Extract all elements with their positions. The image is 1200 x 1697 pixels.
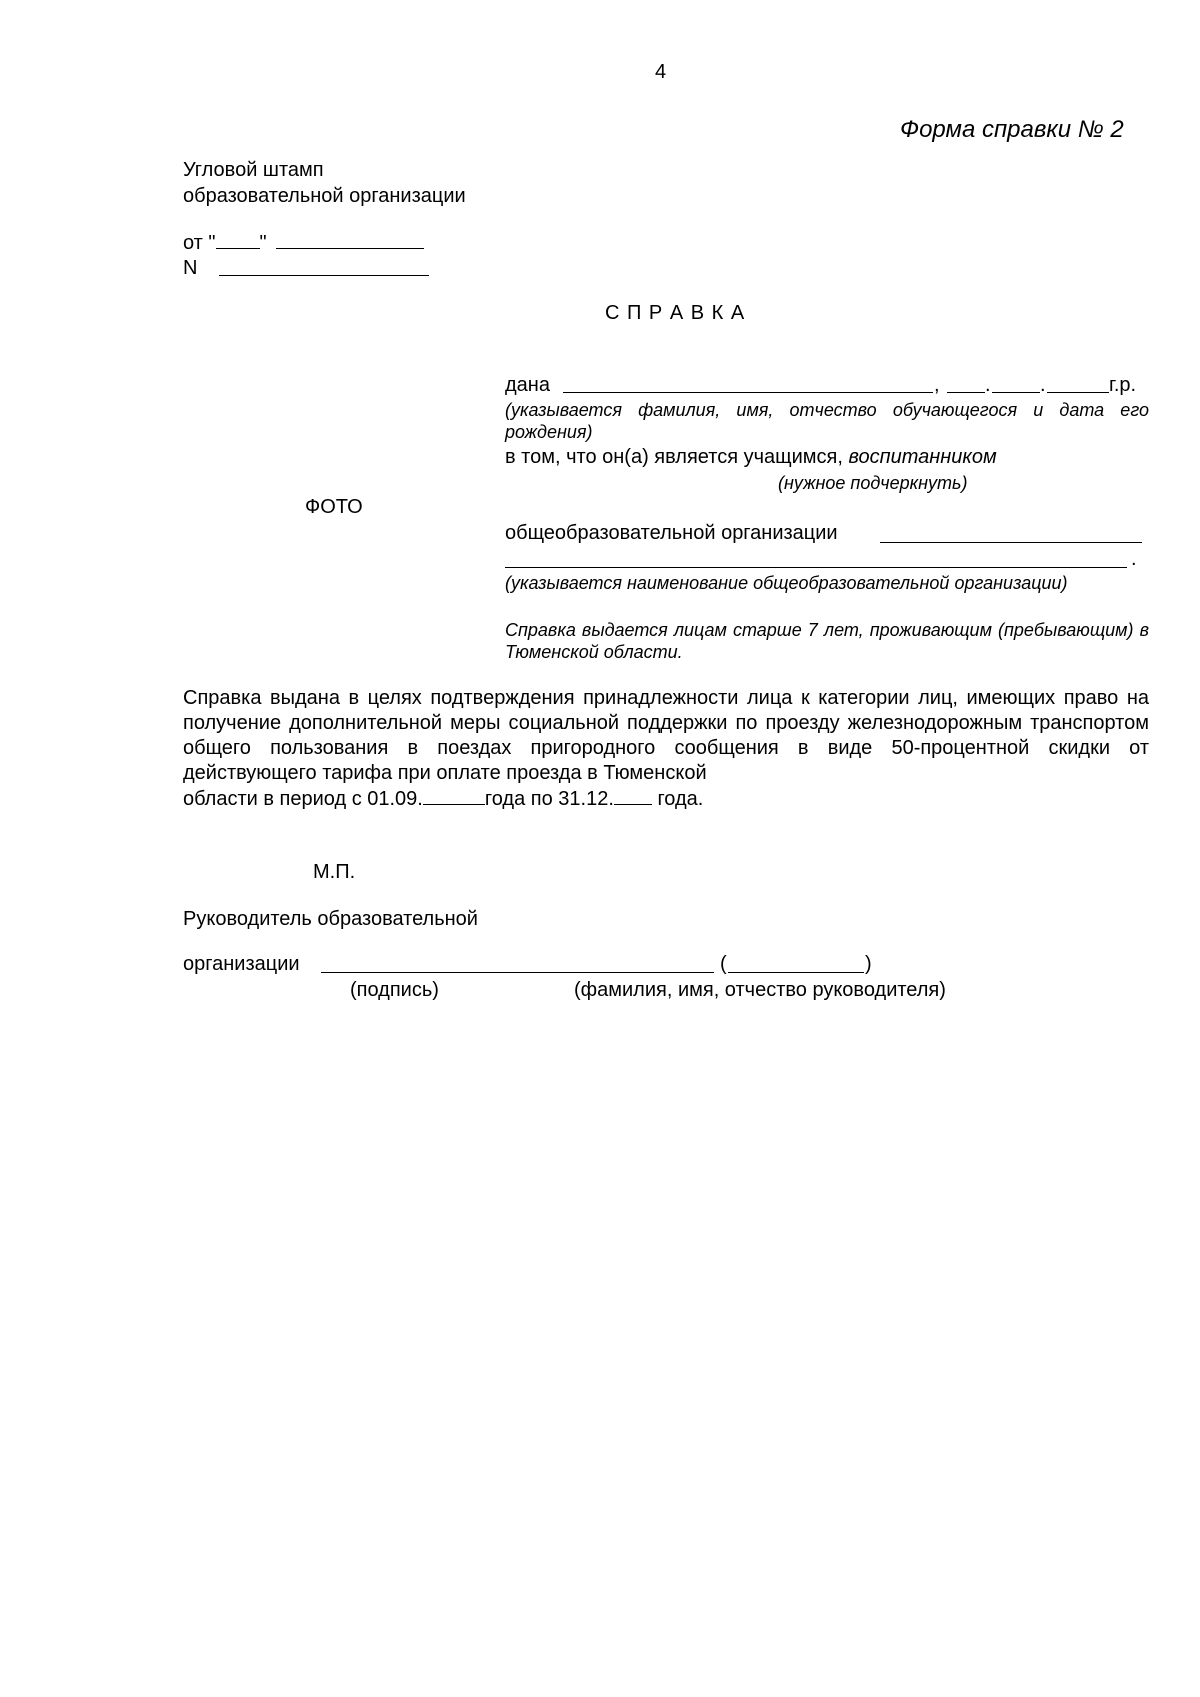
stamp-date-row <box>183 230 424 255</box>
main-paragraph: Справка выдана в целях подтверждения принадлежности лица к категории лиц, имеющих право на получение дополнительной меры социальной поддержки по проезду железнодорожным транспортом общего пользования в поездах пригородного сообщения в виде 50-процентной скидки от действующего тарифа при оплате проезда в Тюменской <box>183 687 1149 784</box>
document-title: С П Р А В К А <box>605 302 746 324</box>
birth-dot-2: . <box>1040 374 1046 396</box>
name-paren-open: ( <box>720 953 727 975</box>
period-mid-text: года по 31.12. <box>484 788 614 810</box>
date-quote-close: " <box>259 232 267 254</box>
student-name-field[interactable] <box>563 392 933 393</box>
birth-day-field[interactable] <box>947 392 985 393</box>
issued-to-comma: , <box>934 374 940 396</box>
birth-year-suffix: г.р. <box>1109 374 1137 396</box>
date-day-field[interactable] <box>216 230 260 249</box>
main-paragraph-last-line <box>183 786 703 811</box>
status-note: (нужное подчеркнуть) <box>778 473 968 493</box>
photo-label: ФОТО <box>305 496 363 518</box>
issued-to-note: (указывается фамилия, имя, отчество обучающегося и дата его рождения) <box>505 400 1149 442</box>
organization-label: общеобразовательной организации <box>505 522 838 544</box>
issued-to-label: дана <box>505 374 550 396</box>
date-prefix: от " <box>183 232 216 254</box>
page-number: 4 <box>655 61 667 83</box>
organization-period: . <box>1131 548 1137 570</box>
period-end-year-field[interactable] <box>614 786 652 805</box>
head-name-field[interactable] <box>728 972 864 973</box>
number-prefix: N <box>183 257 198 279</box>
head-label: Руководитель образовательной <box>183 908 478 930</box>
status-text: в том, что он(а) является учащимся, <box>505 446 849 468</box>
org-label: организации <box>183 953 300 975</box>
number-field[interactable] <box>219 275 429 276</box>
signature-field[interactable] <box>321 972 714 973</box>
birth-dot-1: . <box>985 374 991 396</box>
name-caption: (фамилия, имя, отчество руководителя) <box>574 979 946 1001</box>
period-start-year-field[interactable] <box>423 786 485 805</box>
birth-month-field[interactable] <box>992 392 1040 393</box>
organization-name-field-2[interactable] <box>505 567 1127 568</box>
stamp-line-1: Угловой штамп <box>183 159 324 181</box>
status-line <box>505 445 997 469</box>
period-end-text: года. <box>651 788 704 810</box>
stamp-line-2: образовательной организации <box>183 185 466 207</box>
date-month-year-field[interactable] <box>276 230 424 249</box>
stamp-number-row <box>183 256 197 280</box>
organization-name-field-1[interactable] <box>880 542 1142 543</box>
issuance-note: Справка выдается лицам старше 7 лет, проживающим (пребывающим) в Тюменской области. <box>505 620 1149 662</box>
signature-caption: (подпись) <box>350 979 439 1001</box>
birth-year-field[interactable] <box>1047 392 1109 393</box>
status-italic: воспитанником <box>848 446 997 468</box>
organization-note: (указывается наименование общеобразовательной организации) <box>505 573 1068 593</box>
seal-label: М.П. <box>313 861 356 883</box>
name-paren-close: ) <box>865 953 872 975</box>
period-start-text: области в период с 01.09. <box>183 788 423 810</box>
form-title: Форма справки № 2 <box>900 116 1124 143</box>
